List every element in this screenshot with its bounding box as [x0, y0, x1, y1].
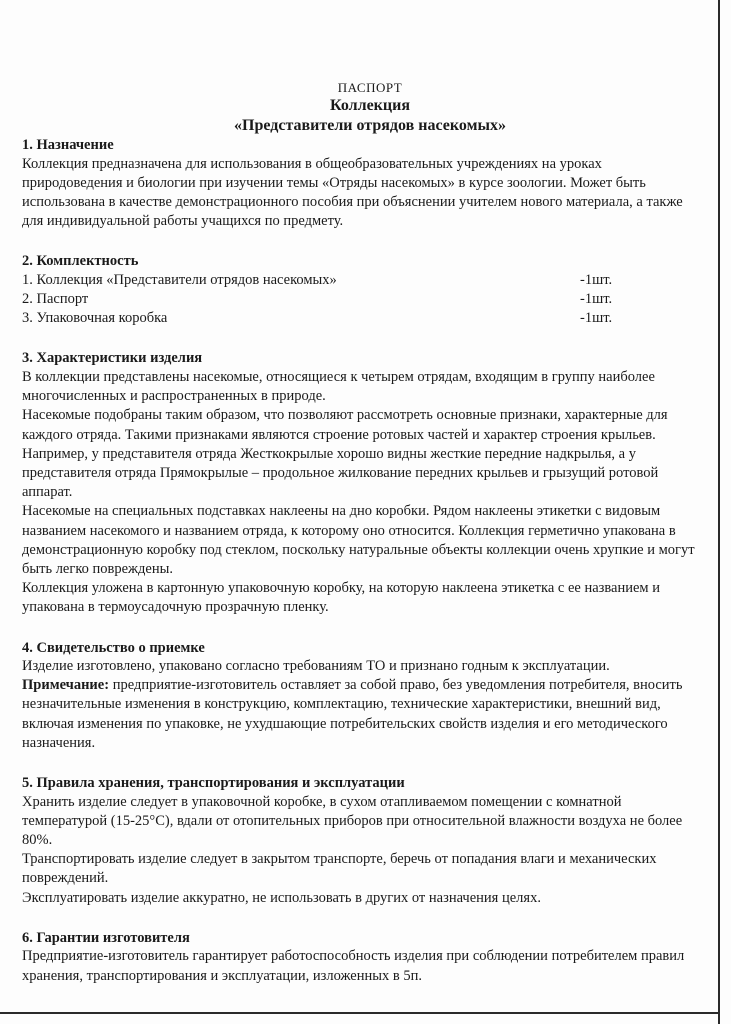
- section-title: 1. Назначение: [22, 137, 114, 153]
- header-collection: Коллекция: [330, 97, 410, 114]
- section-paragraph: Хранить изделие следует в упаковочной коробке, в сухом отапливаемом помещении с комнатной температурой (15-25°С), вдали от отопительных приборов при относительной влажности воздуха не более 80%.: [22, 793, 683, 848]
- item-name: 1. Коллекция «Представители отрядов насекомых»: [22, 271, 337, 288]
- section-completeness: [22, 252, 698, 328]
- section-paragraph: Коллекция уложена в картонную упаковочную коробку, на которую наклеена этикетка с ее названием и упакована в термоусадочную прозрачную пленку.: [22, 580, 660, 616]
- item-qty: -1шт.: [580, 271, 613, 288]
- section-text: Предприятие-изготовитель гарантирует работоспособность изделия при соблюдении потребителем правил хранения, транспортирования и эксплуатации, изложенных в 5п.: [22, 948, 685, 984]
- section-title: 3. Характеристики изделия: [22, 350, 203, 367]
- document-header: [22, 80, 698, 136]
- section-storage-rules: [22, 774, 698, 908]
- header-passport: ПАСПОРТ: [337, 80, 403, 95]
- item-qty: -1шт.: [580, 310, 613, 327]
- acceptance-text: Изделие изготовлено, упаковано согласно требованиям ТО и признано годным к эксплуатации.: [22, 658, 610, 675]
- list-item: [22, 309, 698, 328]
- section-title: 6. Гарантии изготовителя: [22, 929, 190, 946]
- item-qty: -1шт.: [580, 291, 613, 308]
- section-paragraph: В коллекции представлены насекомые, относящиеся к четырем отрядам, входящим в группу наиболее многочисленных и распространенных в природе.: [22, 368, 655, 405]
- note-text: предприятие-изготовитель оставляет за собой право, без уведомления потребителя, вносить незначительные изменения в конструкцию, комплектацию, технические характеристики, внешний вид, включая изменения по упаковке, не ухудшающие потребительских свойств изделия и его методического назначения.: [22, 677, 683, 751]
- section-title: 4. Свидетельство о приемке: [22, 639, 205, 656]
- section-paragraph: Насекомые подобраны таким образом, что позволяют рассмотреть основные признаки, характерные для каждого отряда. Такими признаками являются строение ротовых частей и характер строения крыльев. Например, у представителя отряда Жесткокрылые хорошо видны жесткие передние надкрылья, а у представителя отряда Прямокрылые – продольное жилкование передних крыльев и грызущий ротовой аппарат.: [22, 407, 668, 501]
- page-edge-bottom: [0, 1012, 720, 1014]
- section-paragraph: Насекомые на специальных подставках наклеены на дно коробки. Рядом наклеены этикетки с видовым названием насекомого и названием отряда, к которому оно относится. Коллекция герметично упакована в демонстрационную коробку под стеклом, поскольку натуральные объекты коллекции очень хрупкие и могут быть легко повреждены.: [22, 503, 695, 577]
- section-purpose: [22, 136, 698, 231]
- section-paragraph: [22, 657, 698, 753]
- header-collection-name: «Представители отрядов насекомых»: [234, 117, 506, 134]
- item-name: 2. Паспорт: [22, 291, 89, 308]
- list-item: [22, 290, 698, 309]
- section-acceptance: [22, 639, 698, 754]
- list-item: [22, 271, 698, 290]
- section-warranty: [22, 929, 698, 986]
- section-title: 2. Комплектность: [22, 253, 139, 270]
- section-paragraph: Эксплуатировать изделие аккуратно, не использовать в других от назначения целях.: [22, 889, 541, 906]
- section-text: Коллекция предназначена для использования в общеобразовательных учреждениях на уроках природоведения и биологии при изучении темы «Отряды насекомых» в курсе зоологии. Может быть использована в качестве демонстрационного пособия при объяснении учителем нового материала, а также для индивидуальной работы учащихся по предмету.: [22, 155, 683, 230]
- section-title: 5. Правила хранения, транспортирования и эксплуатации: [22, 775, 405, 792]
- section-characteristics: [22, 349, 698, 617]
- note-label: Примечание:: [22, 677, 110, 694]
- section-paragraph: Транспортировать изделие следует в закрытом транспорте, беречь от попадания влаги и механических повреждений.: [22, 851, 657, 887]
- item-name: 3. Упаковочная коробка: [22, 310, 168, 327]
- page-edge-right: [718, 0, 720, 1024]
- document-body: [22, 80, 698, 986]
